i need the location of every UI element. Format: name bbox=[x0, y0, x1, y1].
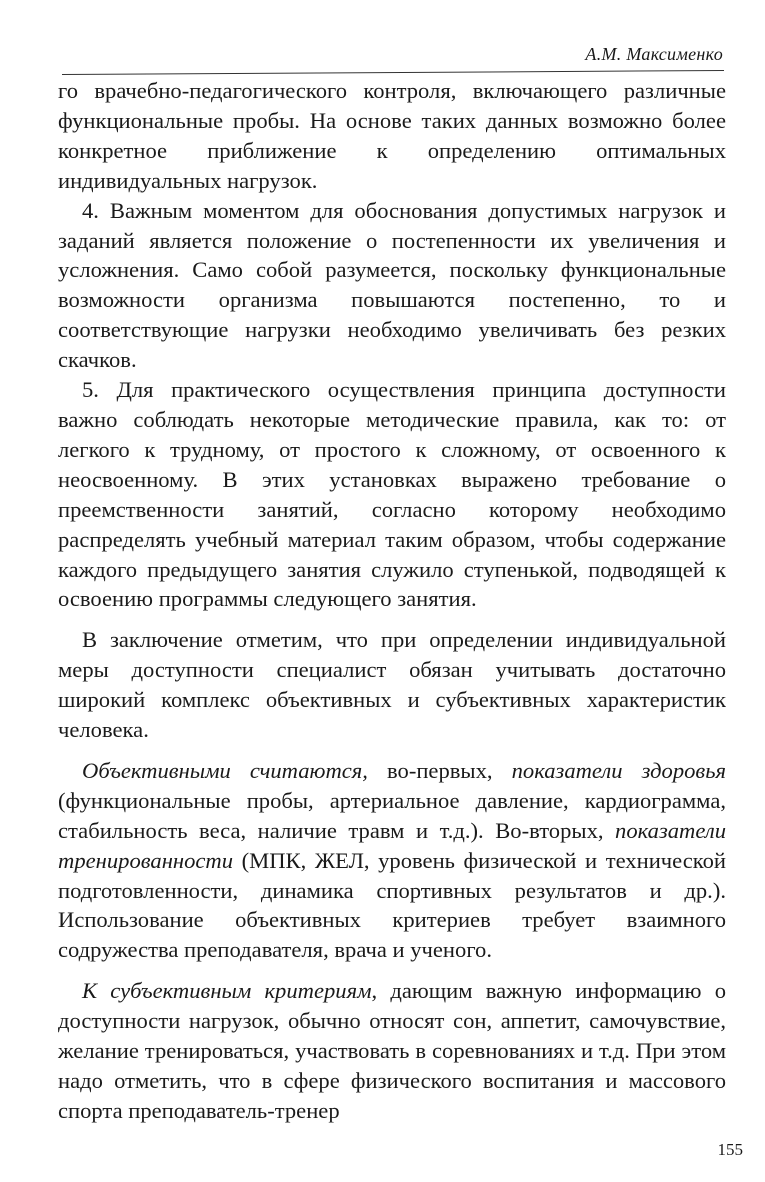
page-body bbox=[58, 76, 726, 1126]
paragraph-conclusion: В заключение отметим, что при определении индивидуальной меры доступности специалист обязан учитывать достаточно широкий комплекс объективных и субъективных характеристик человека. bbox=[58, 627, 726, 743]
running-head: А.М. Максименко bbox=[585, 44, 723, 64]
paragraph-item-5: 5. Для практического осуществления принципа доступности важно соблюдать некоторые методические правила, как то: от легкого к трудному, от простого к сложному, от освоенного к неосвоенному. В этих установках выражено требование о преемственности занятий, согласно которому необходимо распределять учебный материал таким образом, чтобы содержание каждого предыдущего занятия служило ступенькой, подводящей к освоению программы следующего занятия. bbox=[58, 377, 726, 612]
term-objective: Объективными считаются, bbox=[82, 757, 368, 783]
page-number: 155 bbox=[717, 1140, 743, 1159]
paragraph-continuation: го врачебно-педагогического контроля, включающего различные функциональные пробы. На основе таких данных возможно более конкретное приближение к определению оптимальных индивидуальных нагрузок. bbox=[58, 78, 726, 193]
paragraph-objective-criteria: Объективными считаются, во-первых, показатели здоровья (функциональные пробы, артериальное давление, кардиограмма, стабильность веса, наличие травм и т.д.). Во-вторых, показатели тренированности (МПК, ЖЕЛ, уровень физической и технической подготовленности, динамика спортивных результатов и др.). Использование объективных критериев требует взаимного содружества преподавателя, врача и ученого. bbox=[58, 757, 727, 963]
term-subjective: К субъективным критериям bbox=[82, 978, 372, 1004]
term-training-indicators: показатели тренированности bbox=[58, 817, 726, 873]
paragraph-item-4: 4. Важным моментом для обоснования допустимых нагрузок и заданий является положение о постепенности их увеличения и усложнения. Само собой разумеется, поскольку функциональные возможности организма повышаются постепенно, то и соответствующие нагрузки необходимо увеличивать без резких скачков. bbox=[58, 197, 726, 373]
term-health-indicators: показатели здоровья bbox=[511, 757, 727, 783]
paragraph-subjective-criteria: К субъективным критериям, дающим важную информацию о доступности нагрузок, обычно относят сон, аппетит, самочувствие, желание тренироваться, участвовать в соревнованиях и т.д. При этом надо отметить, что в сфере физического воспитания и массового спорта преподаватель-тренер bbox=[58, 978, 726, 1123]
header-rule bbox=[62, 70, 724, 75]
